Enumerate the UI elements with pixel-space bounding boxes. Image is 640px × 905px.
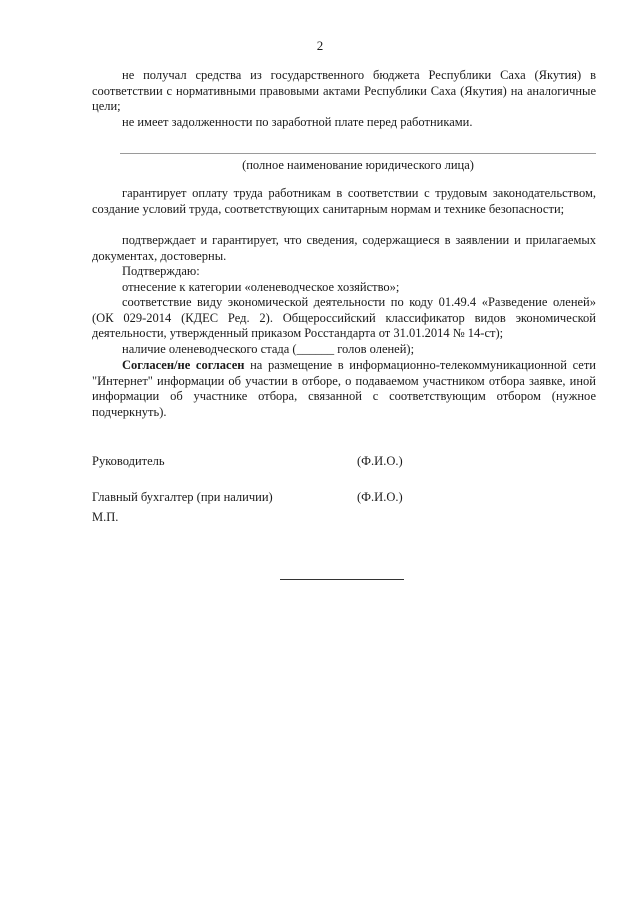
item-no-budget-funds: не получал средства из государственного бюджета Республики Саха (Якутия) в соответствии с нормативными правовыми актами Республики Саха (Якутия) на аналогичные цели; (92, 68, 596, 113)
stamp-place: М.П. (92, 510, 119, 524)
consent-text: на размещение в информационно-телекоммуникационной сети "Интернет" информации об участии в отборе, о подаваемом участником отбора заявке, иной информации об участнике отбора, связанной с соответствующим отбором (нужное подчеркнуть). (92, 358, 596, 419)
confirm-item-activity-code: соответствие виду экономической деятельности по коду 01.49.4 «Разведение оленей» (ОК 029-2014 (КДЕС Ред. 2). Общероссийский классификатор видов экономической деятельности, утвержденный приказом Росстандарта от 31.01.2014 № 14-ст); (92, 295, 596, 340)
item-guarantee-pay: гарантирует оплату труда работникам в соответствии с трудовым законодательством, создание условий труда, соответствующих санитарным нормам и технике безопасности; (92, 186, 596, 216)
consent-choice: Согласен/не согласен (122, 358, 245, 372)
legal-entity-caption: (полное наименование юридического лица) (242, 158, 474, 172)
accountant-label: Главный бухгалтер (при наличии) (92, 490, 273, 504)
legal-entity-name-line (120, 153, 596, 154)
head-label: Руководитель (92, 454, 165, 468)
accountant-fio: (Ф.И.О.) (357, 490, 403, 504)
confirm-item-herd: наличие оленеводческого стада (______ голов оленей); (122, 342, 415, 356)
confirm-item-category: отнесение к категории «оленеводческое хозяйство»; (122, 280, 400, 294)
confirm-heading: Подтверждаю: (122, 264, 200, 278)
page-number: 2 (316, 38, 324, 53)
head-fio: (Ф.И.О.) (357, 454, 403, 468)
closing-divider (280, 579, 404, 580)
consent-paragraph (92, 358, 596, 420)
item-confirm-reliability: подтверждает и гарантирует, что сведения, содержащиеся в заявлении и прилагаемых документах, достоверны. (92, 233, 596, 263)
item-no-salary-debt: не имеет задолженности по заработной плате перед работниками. (122, 115, 473, 129)
